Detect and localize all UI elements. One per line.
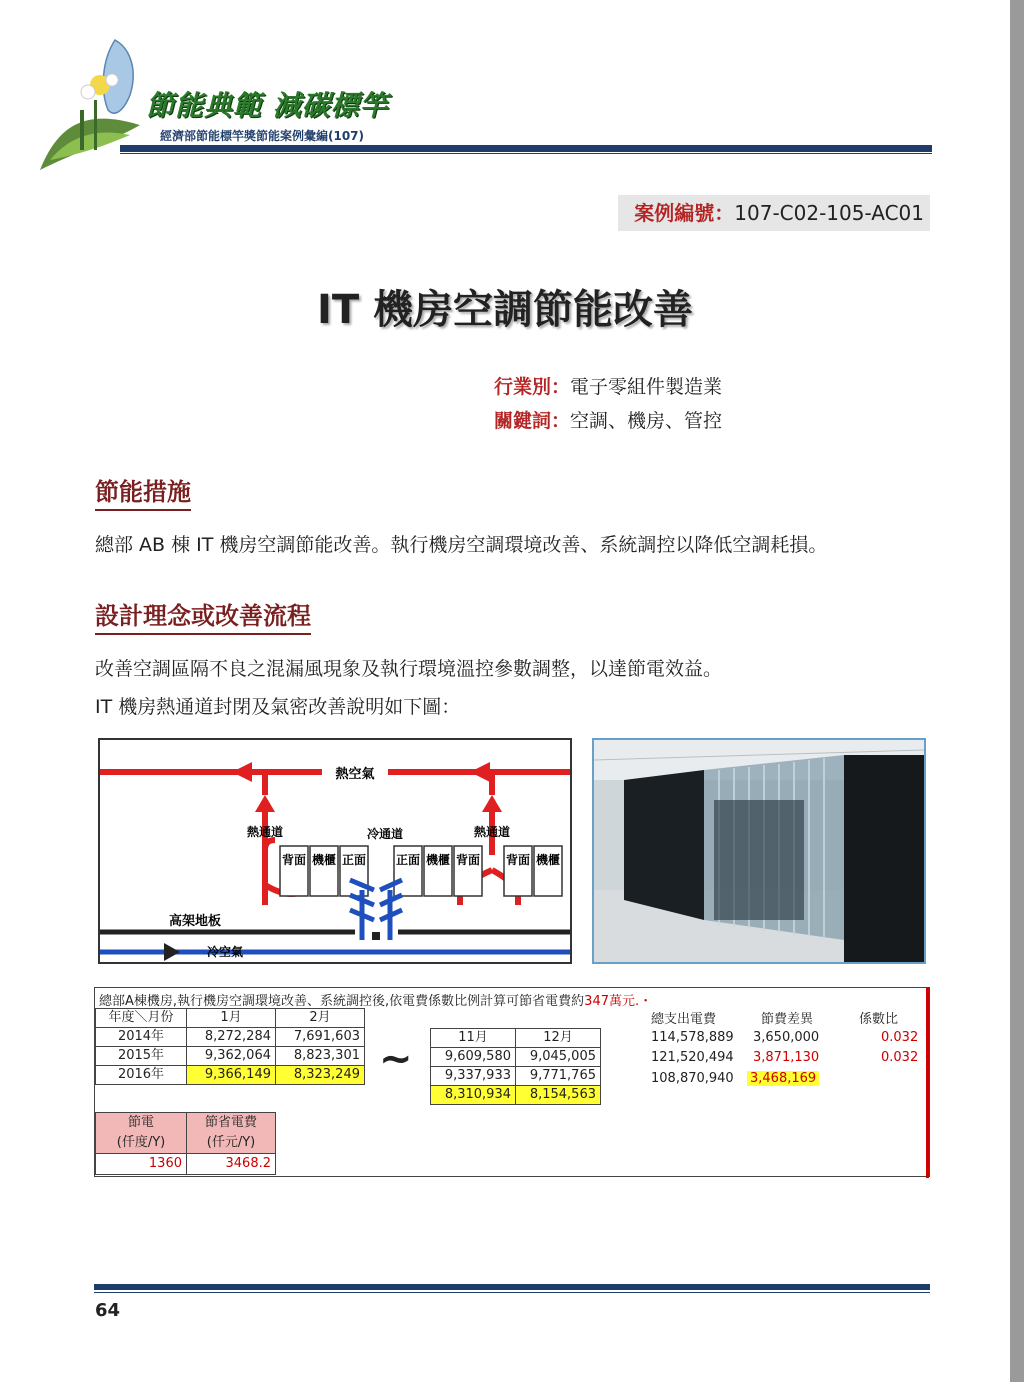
measures-text: 總部 AB 棟 IT 機房空調節能改善。執行機房空調環境改善、系統調控以降低空調耗損。 — [95, 534, 828, 556]
cell-feb: 7,691,603 — [276, 1028, 365, 1047]
case-number-label: 案例編號： — [634, 201, 735, 225]
case-number-value: 107-C02-105-AC01 — [734, 201, 924, 225]
cell-nov: 9,337,933 — [431, 1067, 516, 1086]
raised-floor-label: 高架地板 — [168, 914, 222, 929]
col-header-nov: 11月 — [431, 1029, 516, 1048]
total-2016: 108,870,940 — [651, 1071, 734, 1086]
total-2015: 121,520,494 — [651, 1050, 734, 1065]
cell-feb: 8,323,249 — [276, 1066, 365, 1085]
col-header-diff: 節費差異 — [761, 1012, 814, 1027]
front-label-1: 正面 — [341, 853, 367, 867]
hot-aisle-up-arrow-left — [255, 795, 275, 812]
cell-dec: 9,771,765 — [516, 1067, 601, 1086]
page-edge-shadow — [1010, 0, 1024, 1382]
hot-air-label: 熱空氣 — [335, 767, 375, 782]
total-2014: 114,578,889 — [651, 1030, 734, 1045]
saving-header-power — [96, 1113, 187, 1154]
note-suffix: ・ — [639, 994, 653, 1009]
col-header-dec: 12月 — [516, 1029, 601, 1048]
hot-aisle-left-label: 熱通道 — [246, 825, 284, 839]
industry-value: 電子零組件製造業 — [570, 376, 723, 398]
brand-title: 節能典範 減碳標竿 — [146, 89, 389, 122]
back-label-3: 背面 — [505, 853, 531, 867]
cold-air-arrow — [164, 943, 180, 961]
cost-table-note — [99, 990, 652, 1009]
note-prefix: 總部A棟機房,執行機房空調環境改善、系統調控後,依電費係數比例計算可節省電費約 — [99, 994, 585, 1009]
col-header-ratio: 係數比 — [859, 1012, 899, 1027]
footer-divider-thin — [94, 1292, 930, 1293]
saving-header-cost — [187, 1113, 276, 1154]
saving-header-power-1: 節電 — [127, 1115, 154, 1130]
diff-2014: 3,650,000 — [753, 1030, 820, 1045]
ratio-2014: 0.032 — [881, 1030, 919, 1045]
cold-aisle-label: 冷通道 — [366, 827, 404, 841]
cell-jan: 9,362,064 — [187, 1047, 276, 1066]
back-label-1: 背面 — [281, 853, 307, 867]
savings-table — [95, 1112, 276, 1175]
industry-line — [494, 372, 722, 399]
front-label-2: 正面 — [395, 853, 421, 867]
saving-header-cost-2: (仟元/Y) — [206, 1135, 256, 1150]
col-header-jan: 1月 — [187, 1009, 276, 1028]
cabinet-label-3: 機櫃 — [535, 853, 561, 867]
col-header-total: 總支出電費 — [651, 1012, 717, 1027]
cell-nov: 8,310,934 — [431, 1086, 516, 1105]
keywords-line — [494, 406, 722, 433]
section-heading-measures: 節能措施 — [95, 472, 191, 511]
design-text-1: 改善空調區隔不良之混漏風現象及執行環境溫控參數調整，以達節電效益。 — [95, 658, 723, 680]
monthly-table-right — [430, 1028, 601, 1105]
header-divider-thin — [120, 153, 932, 154]
ratio-2015: 0.032 — [881, 1050, 919, 1065]
design-text-2: IT 機房熱通道封閉及氣密改善說明如下圖： — [95, 696, 461, 718]
diff-2015: 3,871,130 — [753, 1050, 820, 1065]
cold-air-label: 冷空氣 — [206, 945, 244, 959]
cell-jan: 9,366,149 — [187, 1066, 276, 1085]
saving-value-cost: 3468.2 — [187, 1154, 276, 1175]
keywords-label: 關鍵詞： — [494, 410, 571, 432]
hot-air-arrow-left — [232, 762, 252, 782]
page-title: IT 機房空調節能改善 — [316, 287, 694, 333]
hot-air-arrow-right — [470, 762, 490, 782]
monthly-table-left — [95, 1008, 365, 1085]
page-number: 64 — [95, 1300, 121, 1321]
diff-2016: 3,468,169 — [747, 1071, 819, 1086]
brand-subtitle: 經濟部節能標竿獎節能案例彙編(107) — [160, 129, 365, 143]
industry-label: 行業別： — [494, 376, 571, 398]
cell-feb: 8,823,301 — [276, 1047, 365, 1066]
case-number-box — [618, 195, 930, 231]
keywords-value: 空調、機房、管控 — [570, 410, 723, 432]
cell-dec: 9,045,005 — [516, 1048, 601, 1067]
col-header-year: 年度＼月份 — [96, 1009, 187, 1028]
tilde-separator: ~ — [379, 1036, 413, 1082]
cabinet-label-2: 機櫃 — [425, 853, 451, 867]
note-amount: 347萬元. — [584, 994, 640, 1009]
saving-header-cost-1: 節省電費 — [204, 1115, 257, 1130]
hot-aisle-up-arrow-right — [482, 795, 502, 812]
row-year: 2016年 — [96, 1066, 187, 1085]
hot-aisle-right-label: 熱通道 — [473, 825, 511, 839]
cell-jan: 8,272,284 — [187, 1028, 276, 1047]
col-header-feb: 2月 — [276, 1009, 365, 1028]
cell-nov: 9,609,580 — [431, 1048, 516, 1067]
server-room-photo — [592, 738, 926, 964]
airflow-diagram — [98, 738, 572, 964]
cabinet-label-1: 機櫃 — [311, 853, 337, 867]
cost-table-panel — [94, 987, 930, 1177]
cell-dec: 8,154,563 — [516, 1086, 601, 1105]
section-heading-design: 設計理念或改善流程 — [95, 596, 311, 635]
row-year: 2014年 — [96, 1028, 187, 1047]
saving-value-power: 1360 — [96, 1154, 187, 1175]
back-label-2: 背面 — [455, 853, 481, 867]
header-divider — [120, 145, 932, 152]
footer-divider — [94, 1284, 930, 1290]
row-year: 2015年 — [96, 1047, 187, 1066]
saving-header-power-2: (仟度/Y) — [116, 1135, 166, 1150]
airflow-diagram-svg — [100, 740, 570, 962]
